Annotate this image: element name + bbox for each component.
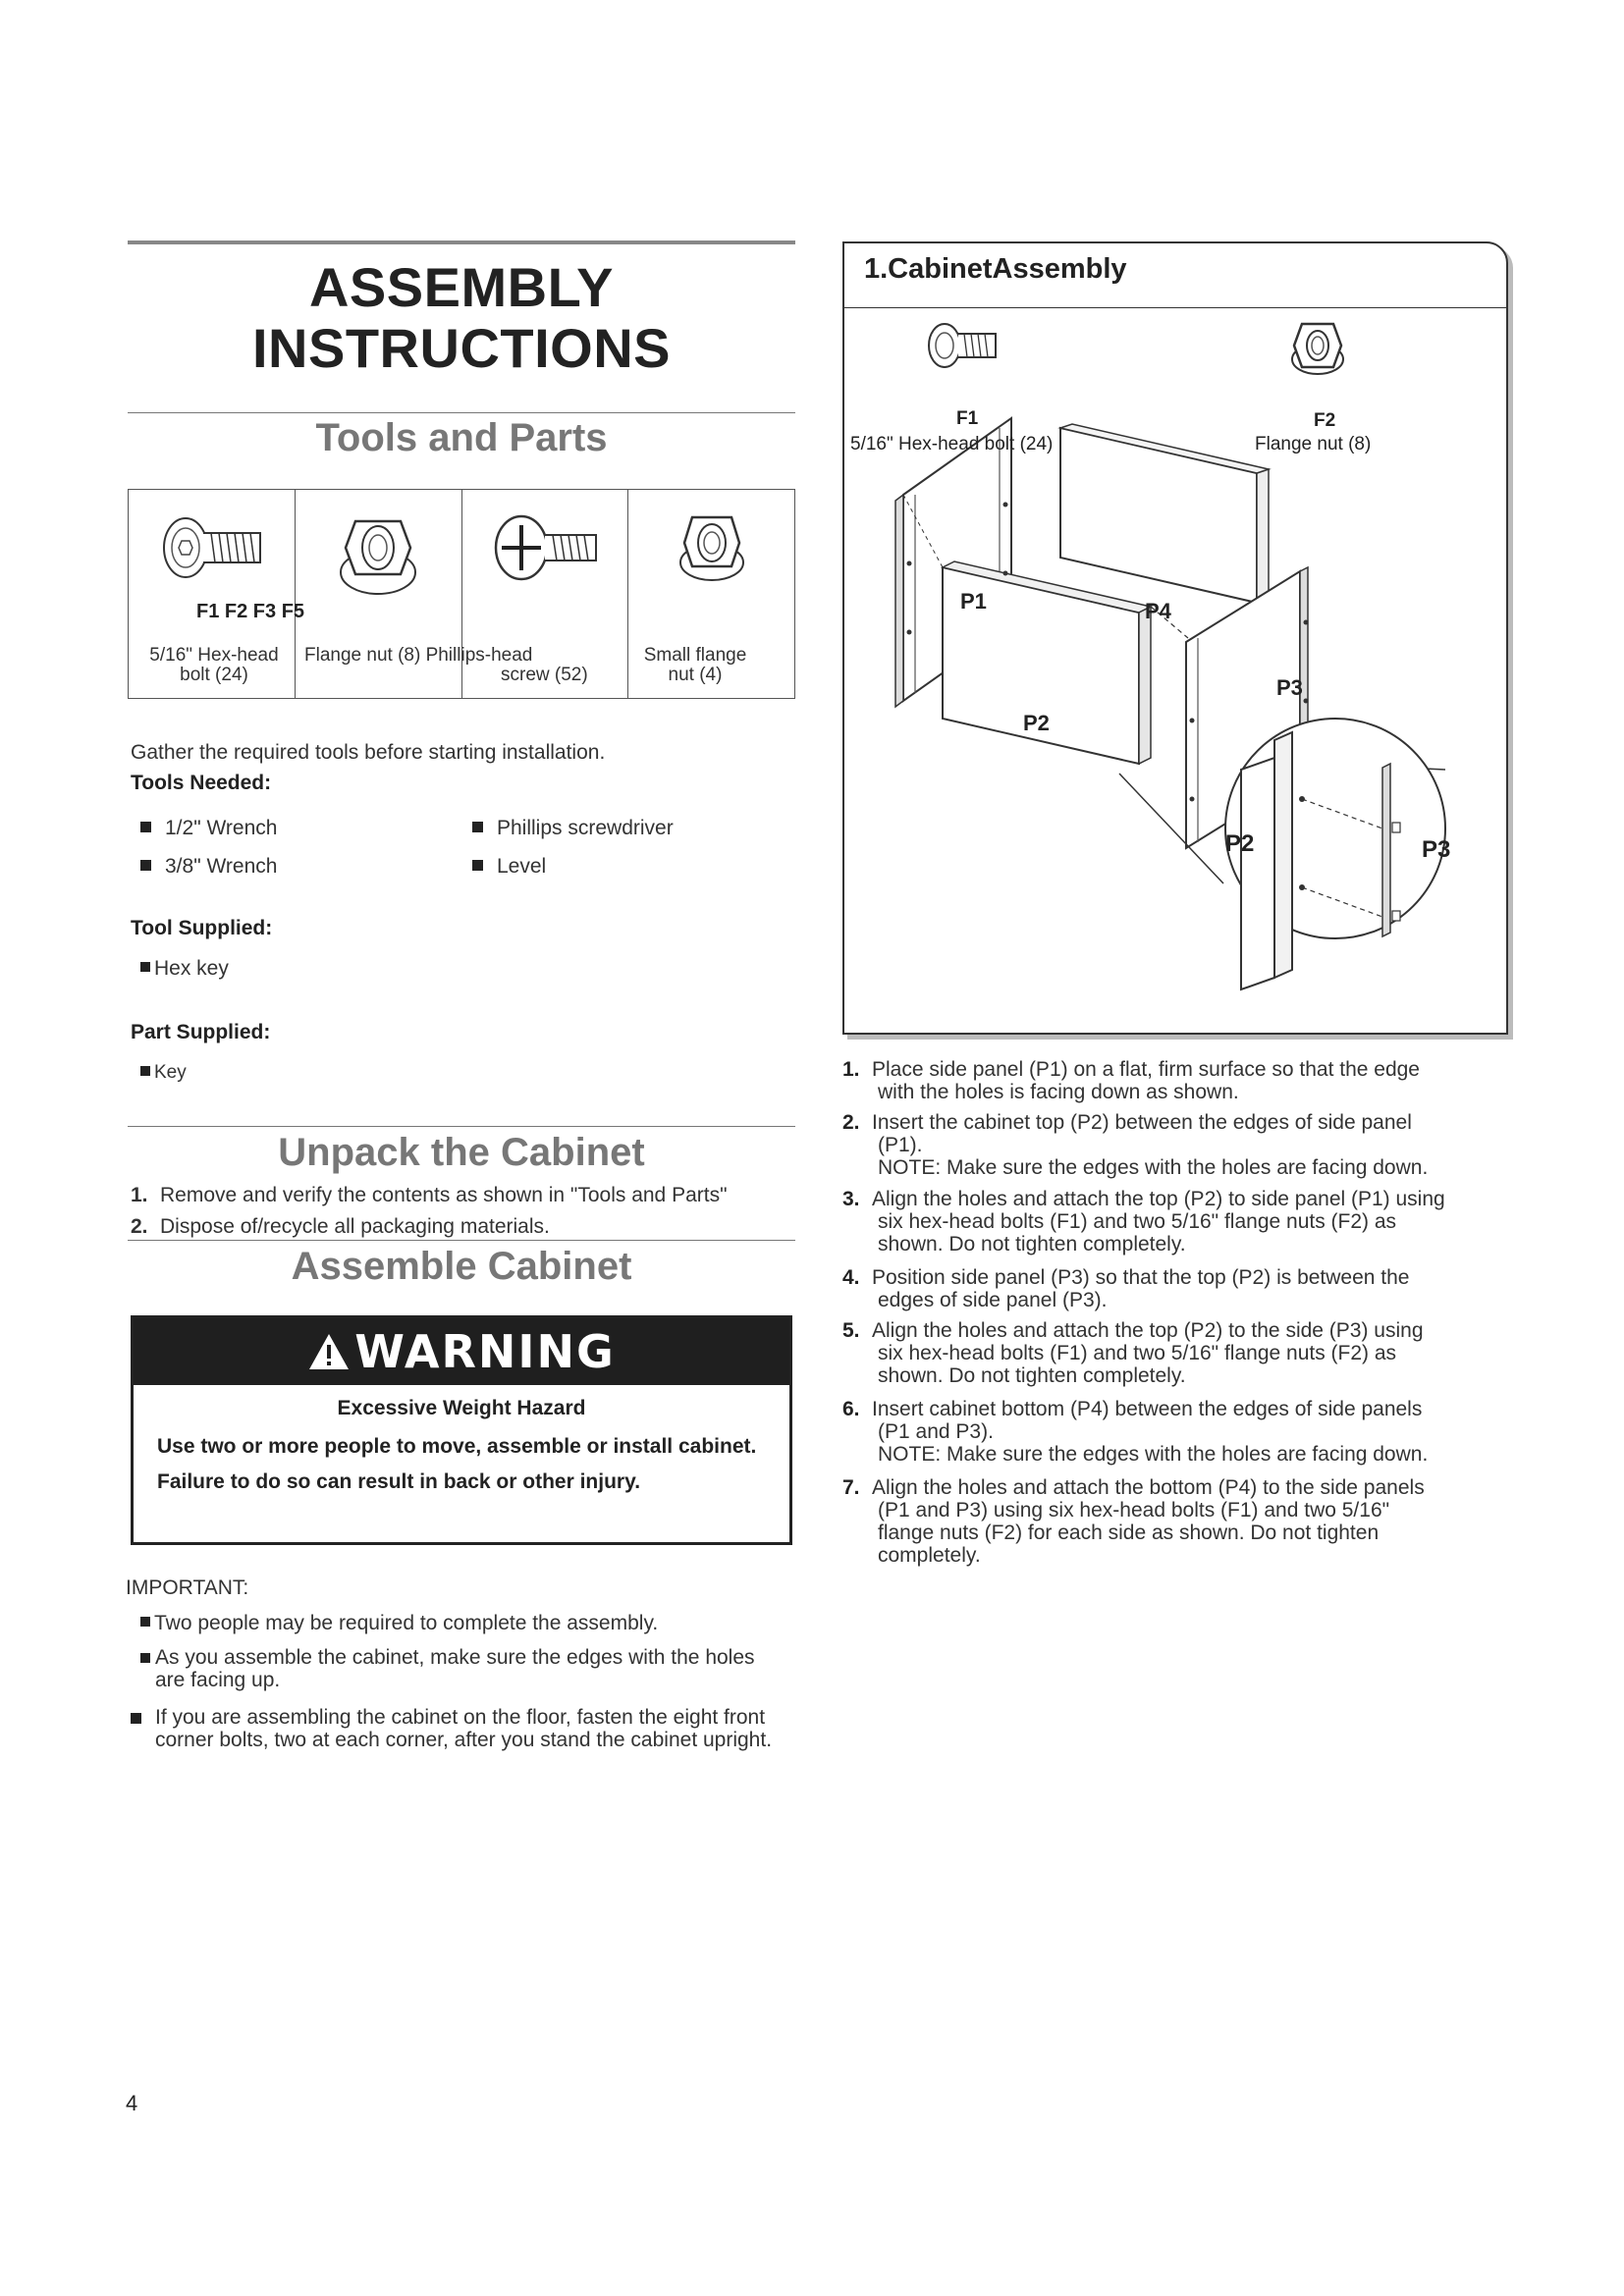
warning-line-1: Use two or more people to move, assemble or install cabinet. bbox=[157, 1435, 757, 1458]
step-number: 4. bbox=[842, 1266, 860, 1289]
unpack-step bbox=[131, 1215, 550, 1239]
warning-line-2: Failure to do so can result in back or other injury. bbox=[157, 1470, 641, 1493]
step-line: Align the holes and attach the bottom (P4) to the side panels bbox=[872, 1476, 1425, 1499]
step-number: 2. bbox=[131, 1215, 148, 1238]
step-line: Position side panel (P3) so that the top (P2) is between the bbox=[872, 1266, 1410, 1289]
label-p1: P1 bbox=[960, 589, 987, 614]
flange-nut-icon bbox=[1292, 324, 1343, 374]
part-label-hex-bolt bbox=[135, 646, 293, 685]
bullet-icon bbox=[131, 1713, 141, 1724]
important-text: Two people may be required to complete the assembly. bbox=[154, 1612, 659, 1634]
part-label-line: Small flange bbox=[643, 645, 747, 666]
f2-code: F2 bbox=[1314, 410, 1336, 431]
tool-item bbox=[472, 855, 546, 879]
tool-supplied-item bbox=[140, 957, 229, 981]
unpack-step bbox=[131, 1184, 728, 1207]
part-label-small-flange-nut bbox=[626, 646, 764, 685]
part-supplied-item bbox=[140, 1062, 187, 1084]
tools-intro: Gather the required tools before starting installation. bbox=[131, 741, 606, 764]
section-rule bbox=[128, 1126, 795, 1127]
cabinet-exploded-view bbox=[844, 308, 1506, 1035]
warning-box bbox=[131, 1315, 792, 1545]
step-line: completely. bbox=[878, 1544, 981, 1567]
tool-text: 3/8" Wrench bbox=[165, 855, 278, 878]
title-line-1: ASSEMBLY bbox=[308, 256, 614, 318]
step-line: (P1 and P3). bbox=[878, 1420, 994, 1443]
step-line: Insert cabinet bottom (P4) between the edges of side panels bbox=[872, 1398, 1423, 1420]
step-line: Insert the cabinet top (P2) between the edges of side panel bbox=[872, 1111, 1412, 1134]
step-line: shown. Do not tighten completely. bbox=[878, 1233, 1186, 1255]
step-number: 1. bbox=[131, 1184, 148, 1206]
step-line: (P1 and P3) using six hex-head bolts (F1) and two 5/16" bbox=[878, 1499, 1390, 1522]
step-number: 6. bbox=[842, 1398, 860, 1420]
section-rule bbox=[128, 412, 795, 413]
important-text: If you are assembling the cabinet on the floor, fasten the eight front corner bolts, two at each corner, after you stand the cabinet upright. bbox=[155, 1706, 773, 1751]
bullet-icon bbox=[140, 1617, 150, 1627]
step-line: with the holes is facing down as shown. bbox=[878, 1081, 1239, 1103]
step-line: six hex-head bolts (F1) and two 5/16" flange nuts (F2) as bbox=[878, 1210, 1397, 1233]
small-flange-nut-icon bbox=[673, 504, 751, 592]
step-number: 1. bbox=[842, 1058, 860, 1081]
warning-triangle-icon bbox=[307, 1332, 351, 1371]
step-number: 7. bbox=[842, 1476, 860, 1499]
bullet-icon bbox=[140, 860, 151, 871]
part-codes: F1 F2 F3 F5 bbox=[196, 601, 305, 622]
assembly-diagram bbox=[842, 241, 1508, 1035]
step-line: six hex-head bolts (F1) and two 5/16" flange nuts (F2) as bbox=[878, 1342, 1397, 1364]
tool-text: Phillips screwdriver bbox=[497, 817, 674, 839]
part-label-line: bolt (24) bbox=[180, 665, 248, 685]
part-label-line: Flange nut (8) Phillips-head bbox=[304, 645, 533, 666]
f2-description: Flange nut (8) bbox=[1255, 434, 1372, 454]
f1-code: F1 bbox=[956, 408, 979, 429]
bullet-icon bbox=[472, 860, 483, 871]
f1-description: 5/16" Hex-head bolt (24) bbox=[850, 434, 1054, 454]
label-p3: P3 bbox=[1276, 675, 1303, 700]
warning-hazard: Excessive Weight Hazard bbox=[337, 1397, 586, 1419]
panel-p4 bbox=[1060, 428, 1257, 603]
bullet-icon bbox=[140, 822, 151, 832]
hex-bolt-icon bbox=[152, 504, 270, 592]
bullet-icon bbox=[140, 1653, 150, 1663]
page-title bbox=[128, 257, 795, 379]
detail-label-p3: P3 bbox=[1422, 836, 1451, 863]
diagram-title: 1.CabinetAssembly bbox=[864, 253, 1127, 285]
part-supplied-text: Key bbox=[154, 1062, 187, 1083]
section-rule bbox=[128, 1240, 795, 1241]
step-line: flange nuts (F2) for each side as shown. Do not tighten bbox=[878, 1522, 1380, 1544]
title-line-2: INSTRUCTIONS bbox=[252, 317, 671, 379]
section-title-assemble: Assemble Cabinet bbox=[291, 1245, 632, 1288]
tool-supplied-text: Hex key bbox=[154, 957, 229, 980]
step-text: Remove and verify the contents as shown in "Tools and Parts" bbox=[160, 1184, 728, 1206]
step-text: Dispose of/recycle all packaging materials. bbox=[160, 1215, 550, 1238]
part-label-line: 5/16" Hex-head bbox=[149, 645, 279, 666]
page-number: 4 bbox=[126, 2091, 138, 2115]
tool-text: Level bbox=[497, 855, 547, 878]
important-item bbox=[131, 1706, 779, 1751]
warning-header-text: WARNING bbox=[354, 1325, 616, 1378]
tool-item bbox=[140, 817, 277, 840]
part-label-line: screw (52) bbox=[501, 665, 588, 685]
bullet-icon bbox=[140, 1066, 150, 1076]
tool-text: 1/2" Wrench bbox=[165, 817, 278, 839]
step-line: NOTE: Make sure the edges with the holes are facing down. bbox=[878, 1156, 1429, 1179]
section-title-unpack: Unpack the Cabinet bbox=[278, 1131, 645, 1174]
step-line: (P1). bbox=[878, 1134, 923, 1156]
step-line: Align the holes and attach the top (P2) to the side (P3) using bbox=[872, 1319, 1424, 1342]
step-number: 2. bbox=[842, 1111, 860, 1134]
diagram-title-bar bbox=[844, 243, 1506, 308]
label-p4: P4 bbox=[1145, 599, 1171, 623]
bullet-icon bbox=[140, 962, 150, 972]
step-line: NOTE: Make sure the edges with the holes are facing down. bbox=[878, 1443, 1429, 1466]
step-line: Align the holes and attach the top (P2) to side panel (P1) using bbox=[872, 1188, 1445, 1210]
important-item bbox=[140, 1646, 769, 1691]
step-number: 3. bbox=[842, 1188, 860, 1210]
flange-nut-icon bbox=[334, 504, 422, 602]
bullet-icon bbox=[472, 822, 483, 832]
hex-bolt-icon bbox=[929, 324, 996, 367]
phillips-screw-icon bbox=[486, 504, 604, 592]
part-label-flange-nut-phillips bbox=[304, 646, 599, 685]
section-title-tools-parts: Tools and Parts bbox=[315, 416, 608, 459]
step-line: edges of side panel (P3). bbox=[878, 1289, 1108, 1311]
title-top-rule bbox=[128, 240, 795, 244]
label-p2: P2 bbox=[1023, 711, 1050, 735]
part-supplied-label: Part Supplied: bbox=[131, 1021, 271, 1043]
step-line: shown. Do not tighten completely. bbox=[878, 1364, 1186, 1387]
warning-header bbox=[134, 1318, 789, 1385]
tools-needed-label: Tools Needed: bbox=[131, 772, 272, 794]
important-label: IMPORTANT: bbox=[126, 1576, 249, 1599]
tool-item bbox=[472, 817, 674, 840]
important-item bbox=[140, 1612, 658, 1635]
tool-item bbox=[140, 855, 277, 879]
detail-label-p2: P2 bbox=[1225, 830, 1255, 857]
tool-supplied-label: Tool Supplied: bbox=[131, 917, 273, 939]
part-label-line: nut (4) bbox=[668, 665, 723, 685]
important-text: As you assemble the cabinet, make sure the edges with the holes are facing up. bbox=[155, 1646, 755, 1691]
step-line: Place side panel (P1) on a flat, firm surface so that the edge bbox=[872, 1058, 1420, 1081]
step-number: 5. bbox=[842, 1319, 860, 1342]
